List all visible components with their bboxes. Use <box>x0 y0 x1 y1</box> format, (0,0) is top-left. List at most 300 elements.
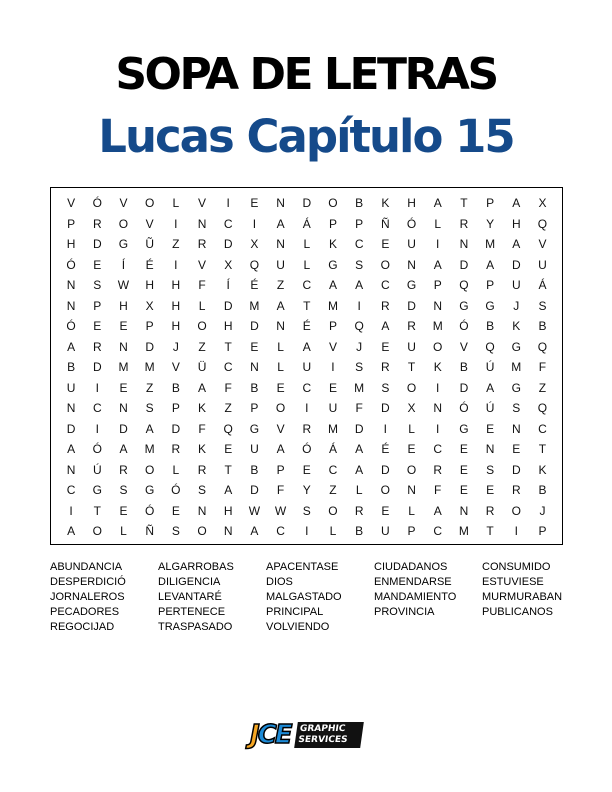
grid-cell: G <box>485 298 495 313</box>
grid-cell: L <box>303 257 311 272</box>
grid-cell: T <box>224 462 232 477</box>
grid-cell: F <box>538 360 547 375</box>
word-list-item: REGOCIJAD <box>50 621 115 633</box>
grid-cell: C <box>276 524 285 539</box>
grid-cell: Á <box>328 442 337 457</box>
grid-cell: P <box>486 196 495 211</box>
page-title: SOPA DE LETRAS <box>115 49 497 100</box>
grid-cell: R <box>92 216 102 231</box>
grid-cell: Ó <box>144 503 155 518</box>
grid-cell: M <box>327 298 338 313</box>
grid-cell: C <box>433 524 443 539</box>
grid-cell: Z <box>145 380 154 395</box>
grid-cell: J <box>172 339 179 354</box>
grid-cell: I <box>174 257 178 272</box>
word-list-item: VOLVIENDO <box>266 621 330 633</box>
word-list-item: DILIGENCIA <box>158 576 221 588</box>
grid-cell: A <box>433 503 442 518</box>
grid-cell: D <box>250 319 259 334</box>
grid-cell: D <box>223 298 233 313</box>
grid-cell: A <box>145 421 154 436</box>
grid-cell: C <box>223 360 233 375</box>
word-list-item: PRINCIPAL <box>266 606 324 618</box>
grid-cell: W <box>274 503 287 518</box>
grid-cell: O <box>511 503 521 518</box>
grid-cell: B <box>67 360 76 375</box>
grid-cell: D <box>145 339 154 354</box>
grid-cell: B <box>171 380 180 395</box>
word-list-item: CONSUMIDO <box>482 561 551 573</box>
grid-cell: N <box>485 442 495 457</box>
grid-cell: O <box>144 462 155 477</box>
grid-cell: F <box>276 483 285 498</box>
grid-cell: D <box>92 360 102 375</box>
grid-cell: P <box>93 298 102 313</box>
grid-cell: P <box>171 401 180 416</box>
grid-cell: Ó <box>459 401 469 416</box>
word-list-item: MALGASTADO <box>266 591 342 603</box>
word-list-item: PROVINCIA <box>374 606 435 618</box>
grid-cell: N <box>66 401 76 416</box>
grid-cell: H <box>223 319 233 334</box>
grid-cell: S <box>512 401 521 416</box>
word-list-item: CIUDADANOS <box>374 561 448 573</box>
grid-cell: E <box>459 442 468 457</box>
grid-cell: H <box>171 319 181 334</box>
grid-cell: L <box>408 421 415 436</box>
word-list-item: MURMURABAN <box>482 591 563 603</box>
grid-cell: Z <box>538 380 547 395</box>
grid-cell: T <box>538 442 547 457</box>
logo-letter-j: J <box>250 720 258 750</box>
grid-cell: E <box>119 503 128 518</box>
grid-cell: D <box>92 237 102 252</box>
grid-cell: H <box>511 216 521 231</box>
grid-cell: A <box>512 196 521 211</box>
grid-cell: R <box>302 421 312 436</box>
grid-cell: P <box>433 278 442 293</box>
grid-cell: O <box>118 216 129 231</box>
grid-cell: D <box>119 421 128 436</box>
grid-cell: Y <box>486 216 495 231</box>
grid-cell: É <box>145 257 154 272</box>
grid-cell: A <box>355 278 364 293</box>
grid-cell: I <box>252 216 257 231</box>
grid-cell: O <box>406 462 417 477</box>
grid-cell: S <box>171 524 180 539</box>
grid-cell: P <box>355 216 364 231</box>
grid-cell: Y <box>302 483 311 498</box>
grid-cell: É <box>381 442 390 457</box>
grid-cell: O <box>433 339 443 354</box>
grid-cell: A <box>433 257 442 272</box>
grid-cell: Z <box>224 401 232 416</box>
grid-cell: F <box>434 483 442 498</box>
grid-cell: Z <box>198 339 206 354</box>
grid-cell: B <box>486 319 495 334</box>
logo-text-graphic: GRAPHIC <box>299 724 346 734</box>
grid-cell: G <box>92 483 102 498</box>
grid-cell: I <box>383 421 388 436</box>
grid-cell: D <box>223 237 233 252</box>
grid-cell: N <box>197 503 207 518</box>
word-list-item: LEVANTARÉ <box>158 591 222 603</box>
grid-cell: A <box>381 319 390 334</box>
grid-cell: C <box>302 380 312 395</box>
grid-cell: A <box>328 278 337 293</box>
grid-cell: F <box>198 278 206 293</box>
grid-cell: O <box>144 196 155 211</box>
grid-cell: U <box>407 237 416 252</box>
grid-cell: X <box>250 237 259 252</box>
grid-cell: Ú <box>485 360 495 375</box>
grid-cell: M <box>432 319 443 334</box>
grid-cell: R <box>407 319 416 334</box>
grid-cell: N <box>459 237 469 252</box>
grid-cell: N <box>223 524 233 539</box>
grid-cell: Ó <box>66 257 76 272</box>
grid-cell: E <box>250 339 259 354</box>
grid-cell: D <box>459 380 469 395</box>
grid-cell: G <box>459 298 469 313</box>
grid-cell: E <box>407 442 416 457</box>
grid-cell: S <box>145 401 154 416</box>
grid-cell: A <box>302 339 311 354</box>
logo-text-services: SERVICES <box>297 735 349 745</box>
word-list <box>50 560 590 635</box>
grid-cell: Q <box>459 278 469 293</box>
grid-cell: H <box>171 278 181 293</box>
grid-cell: V <box>171 360 180 375</box>
grid-cell: A <box>119 442 128 457</box>
grid-cell: Ó <box>302 442 312 457</box>
grid-cell: P <box>328 216 337 231</box>
grid-cell: R <box>381 360 390 375</box>
word-list-item: ENMENDARSE <box>374 576 452 588</box>
grid-cell: C <box>538 421 547 436</box>
grid-cell: E <box>119 380 128 395</box>
grid-cell: Z <box>172 237 180 252</box>
grid-cell: A <box>486 257 495 272</box>
grid-cell: A <box>67 524 76 539</box>
grid-cell: N <box>276 319 285 334</box>
grid-cell: U <box>276 257 285 272</box>
grid-cell: R <box>511 483 521 498</box>
grid-cell: T <box>303 298 311 313</box>
grid-cell: T <box>93 503 101 518</box>
grid-cell: N <box>433 298 443 313</box>
grid-cell: Q <box>537 401 548 416</box>
logo-text <box>294 722 364 748</box>
grid-cell: R <box>381 298 390 313</box>
grid-cell: C <box>354 237 364 252</box>
grid-cell: S <box>538 298 547 313</box>
grid-cell: E <box>381 237 390 252</box>
grid-cell: H <box>119 298 128 313</box>
grid-cell: P <box>328 319 337 334</box>
grid-cell: I <box>174 216 178 231</box>
grid-cell: K <box>538 462 547 477</box>
grid-cell: E <box>302 462 311 477</box>
grid-cell: N <box>250 360 259 375</box>
grid-cell: Q <box>485 339 495 354</box>
grid-cell: O <box>380 483 391 498</box>
word-list-item: PECADORES <box>50 606 120 618</box>
grid-cell: N <box>407 483 416 498</box>
grid-cell: L <box>277 339 284 354</box>
grid-cell: R <box>459 216 469 231</box>
grid-cell: H <box>66 237 76 252</box>
grid-cell: T <box>486 524 494 539</box>
grid-cell: T <box>224 339 232 354</box>
grid-cell: X <box>145 298 154 313</box>
grid-cell: E <box>459 462 468 477</box>
logo-letter-c: C <box>257 720 275 750</box>
grid-cell: B <box>250 462 259 477</box>
grid-cell: G <box>328 257 338 272</box>
grid-cell: Ú <box>485 401 495 416</box>
grid-cell: V <box>459 339 468 354</box>
grid-cell: K <box>198 442 207 457</box>
grid-cell: D <box>381 462 390 477</box>
word-list-item: TRASPASADO <box>158 621 233 633</box>
grid-cell: X <box>224 257 233 272</box>
grid-cell: L <box>355 483 363 498</box>
grid-cell: J <box>356 339 363 354</box>
grid-cell: S <box>93 278 102 293</box>
grid-cell: B <box>355 196 364 211</box>
grid-cell: N <box>66 462 76 477</box>
grid-cell: E <box>381 503 390 518</box>
grid-cell: I <box>357 298 361 313</box>
grid-cell: I <box>69 503 73 518</box>
grid-cell: L <box>303 237 311 252</box>
grid-cell: H <box>407 196 416 211</box>
grid-cell: K <box>381 196 390 211</box>
grid-cell: I <box>305 401 309 416</box>
grid-cell: É <box>250 278 259 293</box>
grid-cell: N <box>459 503 469 518</box>
word-list-item: ABUNDANCIA <box>50 561 123 573</box>
grid-cell: C <box>92 401 102 416</box>
grid-cell: G <box>144 483 155 498</box>
grid-cell: C <box>66 483 76 498</box>
word-list-item: ALGARROBAS <box>158 561 234 573</box>
grid-cell: C <box>302 278 312 293</box>
grid-cell: B <box>538 319 547 334</box>
grid-cell: V <box>145 216 154 231</box>
grid-cell: A <box>224 483 233 498</box>
grid-cell: E <box>171 503 180 518</box>
grid-cell: P <box>407 524 416 539</box>
grid-cell: Q <box>223 421 233 436</box>
grid-cell: H <box>145 278 154 293</box>
grid-cell: U <box>328 401 338 416</box>
grid-cell: Ó <box>92 442 102 457</box>
word-list-item: APACENTASE <box>266 561 339 573</box>
jce-logo <box>250 718 362 752</box>
grid-cell: E <box>250 196 259 211</box>
grid-cell: E <box>328 380 337 395</box>
grid-cell: N <box>276 196 285 211</box>
grid-cell: L <box>277 360 284 375</box>
grid-cell: P <box>276 462 285 477</box>
grid-cell: I <box>514 524 518 539</box>
grid-cell: N <box>119 339 128 354</box>
grid-cell: E <box>512 442 521 457</box>
grid-cell: I <box>95 380 99 395</box>
grid-cell: H <box>171 298 181 313</box>
grid-cell: M <box>485 237 496 252</box>
grid-cell: E <box>224 442 233 457</box>
grid-cell: A <box>355 462 364 477</box>
grid-cell: G <box>406 278 417 293</box>
page-subtitle: Lucas Capítulo 15 <box>98 110 514 163</box>
grid-cell: O <box>406 380 417 395</box>
grid-cell: S <box>302 503 311 518</box>
grid-cell: I <box>95 421 99 436</box>
grid-cell: Q <box>249 257 260 272</box>
grid-cell: R <box>92 339 102 354</box>
grid-cell: A <box>67 339 76 354</box>
grid-cell: V <box>198 196 207 211</box>
grid-cell: K <box>198 401 207 416</box>
grid-cell: Á <box>302 216 311 231</box>
word-list-item: DIOS <box>266 576 293 588</box>
grid-cell: D <box>302 196 312 211</box>
grid-cell: D <box>250 483 259 498</box>
word-list-item: PUBLICANOS <box>482 606 553 618</box>
grid-cell: L <box>172 462 180 477</box>
grid-cell: F <box>224 380 232 395</box>
grid-cell: E <box>93 257 102 272</box>
grid-cell: U <box>381 524 390 539</box>
grid-cell: A <box>276 442 285 457</box>
grid-cell: C <box>381 278 390 293</box>
grid-cell: O <box>197 319 207 334</box>
grid-cell: A <box>486 380 495 395</box>
grid-cell: G <box>511 380 521 395</box>
grid-cell: A <box>276 216 285 231</box>
logo-letters <box>250 718 291 752</box>
grid-cell: Q <box>537 216 548 231</box>
grid-cell: M <box>144 442 155 457</box>
grid-cell: N <box>119 401 128 416</box>
grid-cell: E <box>459 483 468 498</box>
grid-cell: R <box>354 503 364 518</box>
grid-cell: S <box>198 483 207 498</box>
grid-cell: B <box>355 524 364 539</box>
grid-cell: A <box>433 196 442 211</box>
grid-cell: U <box>538 257 547 272</box>
grid-cell: O <box>328 196 338 211</box>
grid-cell: N <box>66 298 76 313</box>
grid-cell: S <box>119 483 128 498</box>
grid-cell: D <box>171 421 181 436</box>
grid-cell: Ó <box>171 483 181 498</box>
grid-cell: J <box>513 298 520 313</box>
grid-cell: U <box>66 380 76 395</box>
grid-cell: M <box>144 360 155 375</box>
grid-cell: N <box>433 401 443 416</box>
grid-cell: L <box>120 524 127 539</box>
grid-cell: R <box>119 462 128 477</box>
grid-cell: V <box>328 339 337 354</box>
grid-cell: V <box>198 257 207 272</box>
word-list-item: MANDAMIENTO <box>374 591 457 603</box>
grid-cell: É <box>302 319 311 334</box>
grid-cell: F <box>198 421 206 436</box>
grid-cell: P <box>67 216 76 231</box>
grid-cell: L <box>408 503 415 518</box>
grid-cell: E <box>486 483 495 498</box>
grid-cell: N <box>197 216 207 231</box>
word-list-item: DESPERDICIÓ <box>50 576 126 588</box>
grid-cell: B <box>250 380 259 395</box>
grid-cell: O <box>380 257 391 272</box>
grid-cell: I <box>305 524 309 539</box>
logo-letter-e: E <box>274 720 291 750</box>
grid-cell: A <box>250 524 259 539</box>
word-search-grid <box>58 193 556 542</box>
grid-cell: Z <box>276 278 285 293</box>
grid-cell: W <box>117 278 130 293</box>
grid-cell: O <box>197 524 207 539</box>
grid-cell: D <box>381 401 390 416</box>
grid-cell: S <box>486 462 495 477</box>
word-list-item: ESTUVIESE <box>482 576 544 588</box>
grid-cell: E <box>381 339 390 354</box>
grid-cell: Í <box>226 278 230 293</box>
grid-cell: M <box>354 380 365 395</box>
grid-cell: L <box>434 216 442 231</box>
grid-cell: Ñ <box>145 524 154 539</box>
grid-cell: Z <box>329 483 337 498</box>
grid-cell: C <box>328 462 338 477</box>
grid-cell: M <box>249 298 260 313</box>
grid-cell: D <box>459 257 469 272</box>
grid-cell: A <box>67 442 76 457</box>
grid-cell: F <box>355 401 363 416</box>
grid-cell: D <box>511 257 521 272</box>
grid-cell: U <box>511 278 521 293</box>
grid-cell: Ú <box>92 462 102 477</box>
grid-cell: M <box>458 524 469 539</box>
grid-cell: I <box>436 237 440 252</box>
grid-cell: Ũ <box>145 237 154 252</box>
grid-cell: D <box>407 298 416 313</box>
grid-cell: A <box>355 442 364 457</box>
grid-cell: I <box>331 360 335 375</box>
grid-cell: C <box>223 216 233 231</box>
grid-cell: L <box>172 196 180 211</box>
grid-cell: R <box>485 503 495 518</box>
grid-cell: O <box>92 524 102 539</box>
grid-cell: Q <box>537 339 548 354</box>
grid-cell: O <box>328 503 338 518</box>
grid-cell: G <box>459 421 469 436</box>
grid-cell: M <box>511 360 522 375</box>
grid-cell: X <box>407 401 416 416</box>
grid-cell: Ó <box>92 196 102 211</box>
grid-cell: Ó <box>66 319 76 334</box>
grid-cell: N <box>66 278 76 293</box>
grid-cell: L <box>198 298 206 313</box>
grid-cell: K <box>328 237 337 252</box>
grid-cell: N <box>511 421 521 436</box>
grid-cell: E <box>486 421 495 436</box>
grid-cell: A <box>276 298 285 313</box>
